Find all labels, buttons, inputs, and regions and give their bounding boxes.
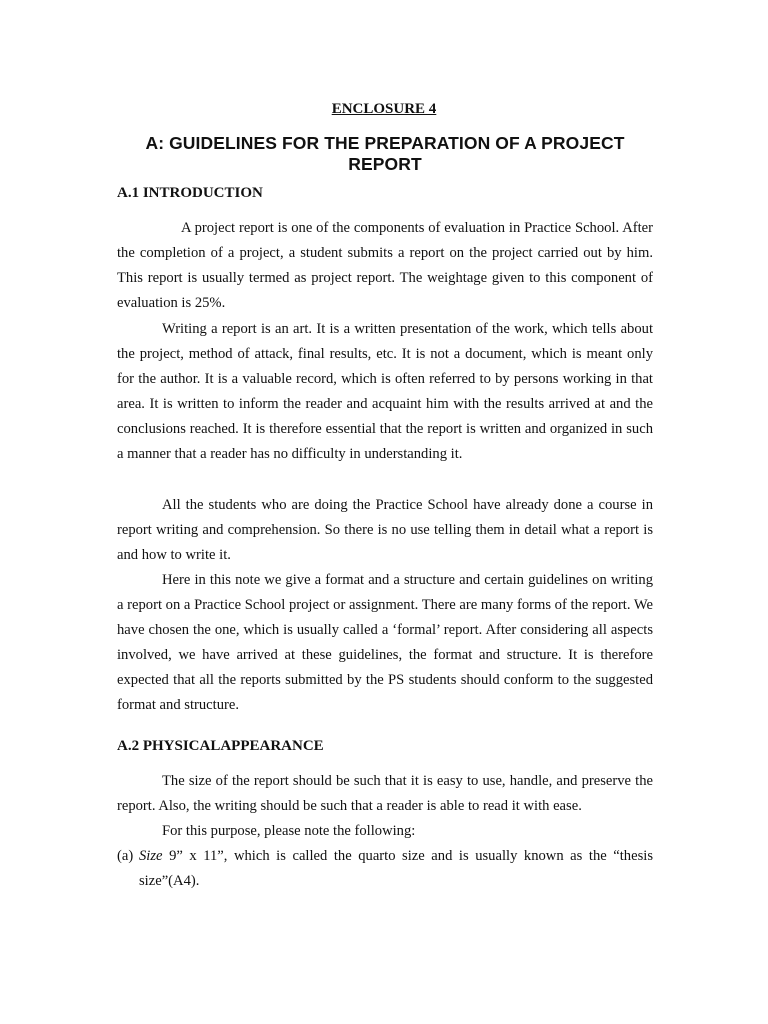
list-item-marker: (a) — [117, 848, 134, 864]
section-heading-physical-appearance: A.2 PHYSICALAPPEARANCE — [117, 738, 324, 754]
intro-paragraph-3: All the students who are doing the Practice School have already done a course in report writing and comprehension. So there is no use telling them in detail what a report is and how to write it. — [117, 497, 653, 564]
enclosure-label — [0, 101, 768, 118]
list-item-text: 9” x 11”, which is called the quarto size and is usually known as the “thesis size”(A4). — [139, 848, 653, 890]
enclosure-text: ENCLOSURE 4 — [331, 101, 437, 117]
list-item — [117, 844, 653, 894]
physical-paragraph-1: The size of the report should be such that it is easy to use, handle, and preserve the report. Also, the writing should be such that a reader is able to read it with ease. — [117, 773, 653, 815]
intro-paragraph-4: Here in this note we give a format and a structure and certain guidelines on writing a report on a Practice School project or assignment. There are many forms of the report. We have chosen the one, which is usually called a ‘formal’ report. After considering all aspects involved, we have arrived at these guidelines, the format and structure. It is therefore expected that all the reports submitted by the PS students should conform to the suggested format and structure. — [117, 572, 653, 714]
section-heading-introduction: A.1 INTRODUCTION — [117, 185, 263, 201]
list-item-term: Size — [139, 848, 163, 864]
physical-paragraph-2: For this purpose, please note the following: — [162, 823, 416, 839]
intro-paragraph-2: Writing a report is an art. It is a written presentation of the work, which tells about the project, method of attack, final results, etc. It is not a document, which is meant only for the author. It is a valuable record, which is often referred to by persons working in that area. It is written to inform the reader and acquaint him with the results arrived at and the conclusions reached. It is therefore essential that the report is written and organized in such a manner that a reader has no difficulty in understanding it. — [117, 321, 653, 463]
document-title: A: GUIDELINES FOR THE PREPARATION OF A PROJECT REPORT — [145, 133, 625, 174]
intro-paragraph-1: A project report is one of the components of evaluation in Practice School. After the completion of a project, a student submits a report on the project carried out by him. This report is usually termed as project report. The weightage given to this component of evaluation is 25%. — [117, 220, 653, 312]
